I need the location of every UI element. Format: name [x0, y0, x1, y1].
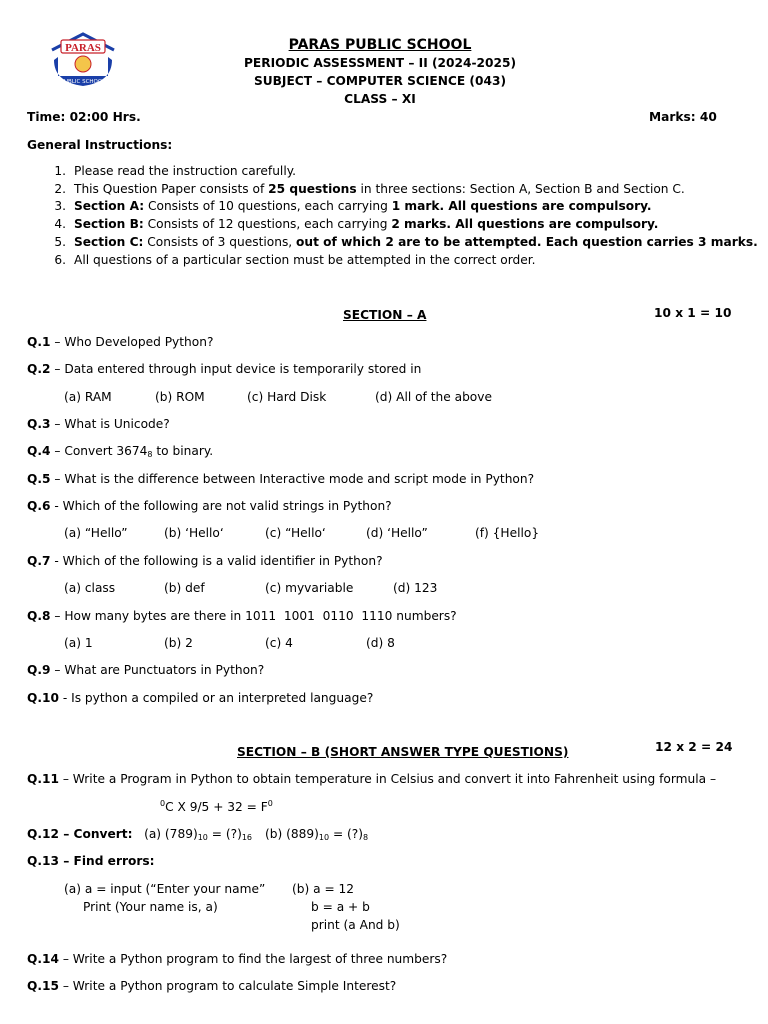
instruction-segment: in three sections: Section A, Section B and Section C. — [356, 182, 685, 196]
q8-option-b: (b) 2 — [164, 636, 193, 650]
q7-option-c: (c) myvariable — [265, 581, 354, 595]
q2-option-c: (c) Hard Disk — [247, 390, 327, 404]
time-label: Time: 02:00 Hrs. — [27, 110, 141, 124]
q8-option-d: (d) 8 — [366, 636, 395, 650]
instruction-segment: Consists of 3 questions, — [143, 235, 297, 249]
instruction-text — [74, 253, 536, 267]
instruction-segment: 2 marks. All questions are compulsory. — [391, 217, 659, 231]
q2-option-b: (b) ROM — [155, 390, 205, 404]
question-4: Q.4 – Convert $3674_8$ to binary. — [27, 444, 214, 459]
instruction-text — [74, 199, 652, 213]
subject-title: SUBJECT – COMPUTER SCIENCE (043) — [253, 74, 507, 88]
temperature-formula: $^0$C X $9/5 + 32 = F^0$ — [160, 799, 273, 814]
assessment-title: PERIODIC ASSESSMENT – II (2024-2025) — [243, 56, 517, 70]
question-13: Q.13 – Find errors: — [27, 854, 155, 868]
q7-option-a: (a) class — [64, 581, 116, 595]
logo-text-bottom: PUBLIC SCHOOL — [60, 79, 106, 85]
question-5: Q.5 – What is the difference between Interactive mode and script mode in Python? — [27, 472, 535, 486]
q13-part-a-line-1: (a) a = input (“Enter your name” — [64, 882, 266, 896]
instruction-number: 4. — [54, 217, 66, 231]
question-6: Q.6 - Which of the following are not valid strings in Python? — [27, 499, 392, 513]
q6-option-f: (f) {Hello} — [475, 526, 540, 540]
section-b-marks: 12 x 2 = 24 — [655, 740, 733, 754]
instruction-text — [74, 235, 758, 249]
question-12: Q.12 – Convert: (a) $(789)_{10}$ = $(?)_{16}$ — [27, 827, 253, 842]
instruction-number: 5. — [54, 235, 66, 249]
instruction-segment: Please read the instruction carefully. — [74, 164, 297, 178]
q6-option-a: (a) “Hello” — [64, 526, 128, 540]
instruction-segment: Consists of 12 questions, each carrying — [143, 217, 392, 231]
instruction-text — [74, 217, 658, 231]
question-7: Q.7 - Which of the following is a valid identifier in Python? — [27, 554, 383, 568]
instruction-segment: All questions of a particular section must be attempted in the correct order. — [74, 253, 536, 267]
q8-option-a: (a) 1 — [64, 636, 93, 650]
section-a-title: SECTION – A — [343, 308, 427, 322]
school-name: PARAS PUBLIC SCHOOL — [288, 37, 472, 53]
instruction-number: 2. — [54, 182, 66, 196]
q13-part-b-line-2: b = a + b — [311, 900, 370, 914]
q13-part-b-line-1: (b) a = 12 — [292, 882, 355, 896]
question-14: Q.14 – Write a Python program to find the largest of three numbers? — [27, 952, 448, 966]
class-title: CLASS – XI — [344, 92, 416, 106]
marks-label: Marks: 40 — [649, 110, 717, 124]
q13-part-b-line-3: print (a And b) — [311, 918, 400, 932]
question-12-part-b: (b) $(889)_{10}$ = $(?)_8$ — [265, 827, 369, 842]
q6-option-d: (d) ‘Hello” — [366, 526, 428, 540]
q6-option-c: (c) “Hello‘ — [265, 526, 326, 540]
q6-option-b: (b) ‘Hello‘ — [164, 526, 224, 540]
instruction-segment: Section B: — [74, 217, 144, 231]
question-3: Q.3 – What is Unicode? — [27, 417, 170, 431]
q7-option-d: (d) 123 — [393, 581, 438, 595]
q8-option-c: (c) 4 — [265, 636, 293, 650]
section-b-title: SECTION – B (SHORT ANSWER TYPE QUESTIONS) — [237, 745, 569, 759]
instruction-segment: 25 questions — [268, 182, 357, 196]
instruction-segment: Section C: — [74, 235, 144, 249]
question-15: Q.15 – Write a Python program to calculate Simple Interest? — [27, 979, 397, 993]
instruction-number: 3. — [54, 199, 66, 213]
instruction-number: 1. — [54, 164, 66, 178]
question-1: Q.1 – Who Developed Python? — [27, 335, 214, 349]
instruction-segment: Section A: — [74, 199, 145, 213]
section-a-marks: 10 x 1 = 10 — [654, 306, 732, 320]
question-10: Q.10 - Is python a compiled or an interpreted language? — [27, 691, 374, 705]
q2-option-d: (d) All of the above — [375, 390, 492, 404]
instructions-heading: General Instructions: — [27, 138, 173, 152]
instruction-text — [74, 182, 685, 196]
question-2: Q.2 – Data entered through input device is temporarily stored in — [27, 362, 422, 376]
q13-part-a-line-2: Print (Your name is, a) — [83, 900, 218, 914]
instruction-segment: out of which 2 are to be attempted. Each question carries 3 marks. — [296, 235, 758, 249]
instruction-segment: 1 mark. All questions are compulsory. — [391, 199, 652, 213]
question-9: Q.9 – What are Punctuators in Python? — [27, 663, 265, 677]
question-11: Q.11 – Write a Program in Python to obtain temperature in Celsius and convert it into Fahrenheit using formula – — [27, 772, 717, 786]
logo-text-top: PARAS — [65, 42, 101, 54]
instruction-segment: This Question Paper consists of — [74, 182, 269, 196]
question-8: Q.8 – How many bytes are there in 1011 1001 0110 1110 numbers? — [27, 609, 457, 623]
instruction-number: 6. — [54, 253, 66, 267]
q7-option-b: (b) def — [164, 581, 205, 595]
instruction-text — [74, 164, 296, 178]
instruction-segment: Consists of 10 questions, each carrying — [144, 199, 392, 213]
q2-option-a: (a) RAM — [64, 390, 112, 404]
